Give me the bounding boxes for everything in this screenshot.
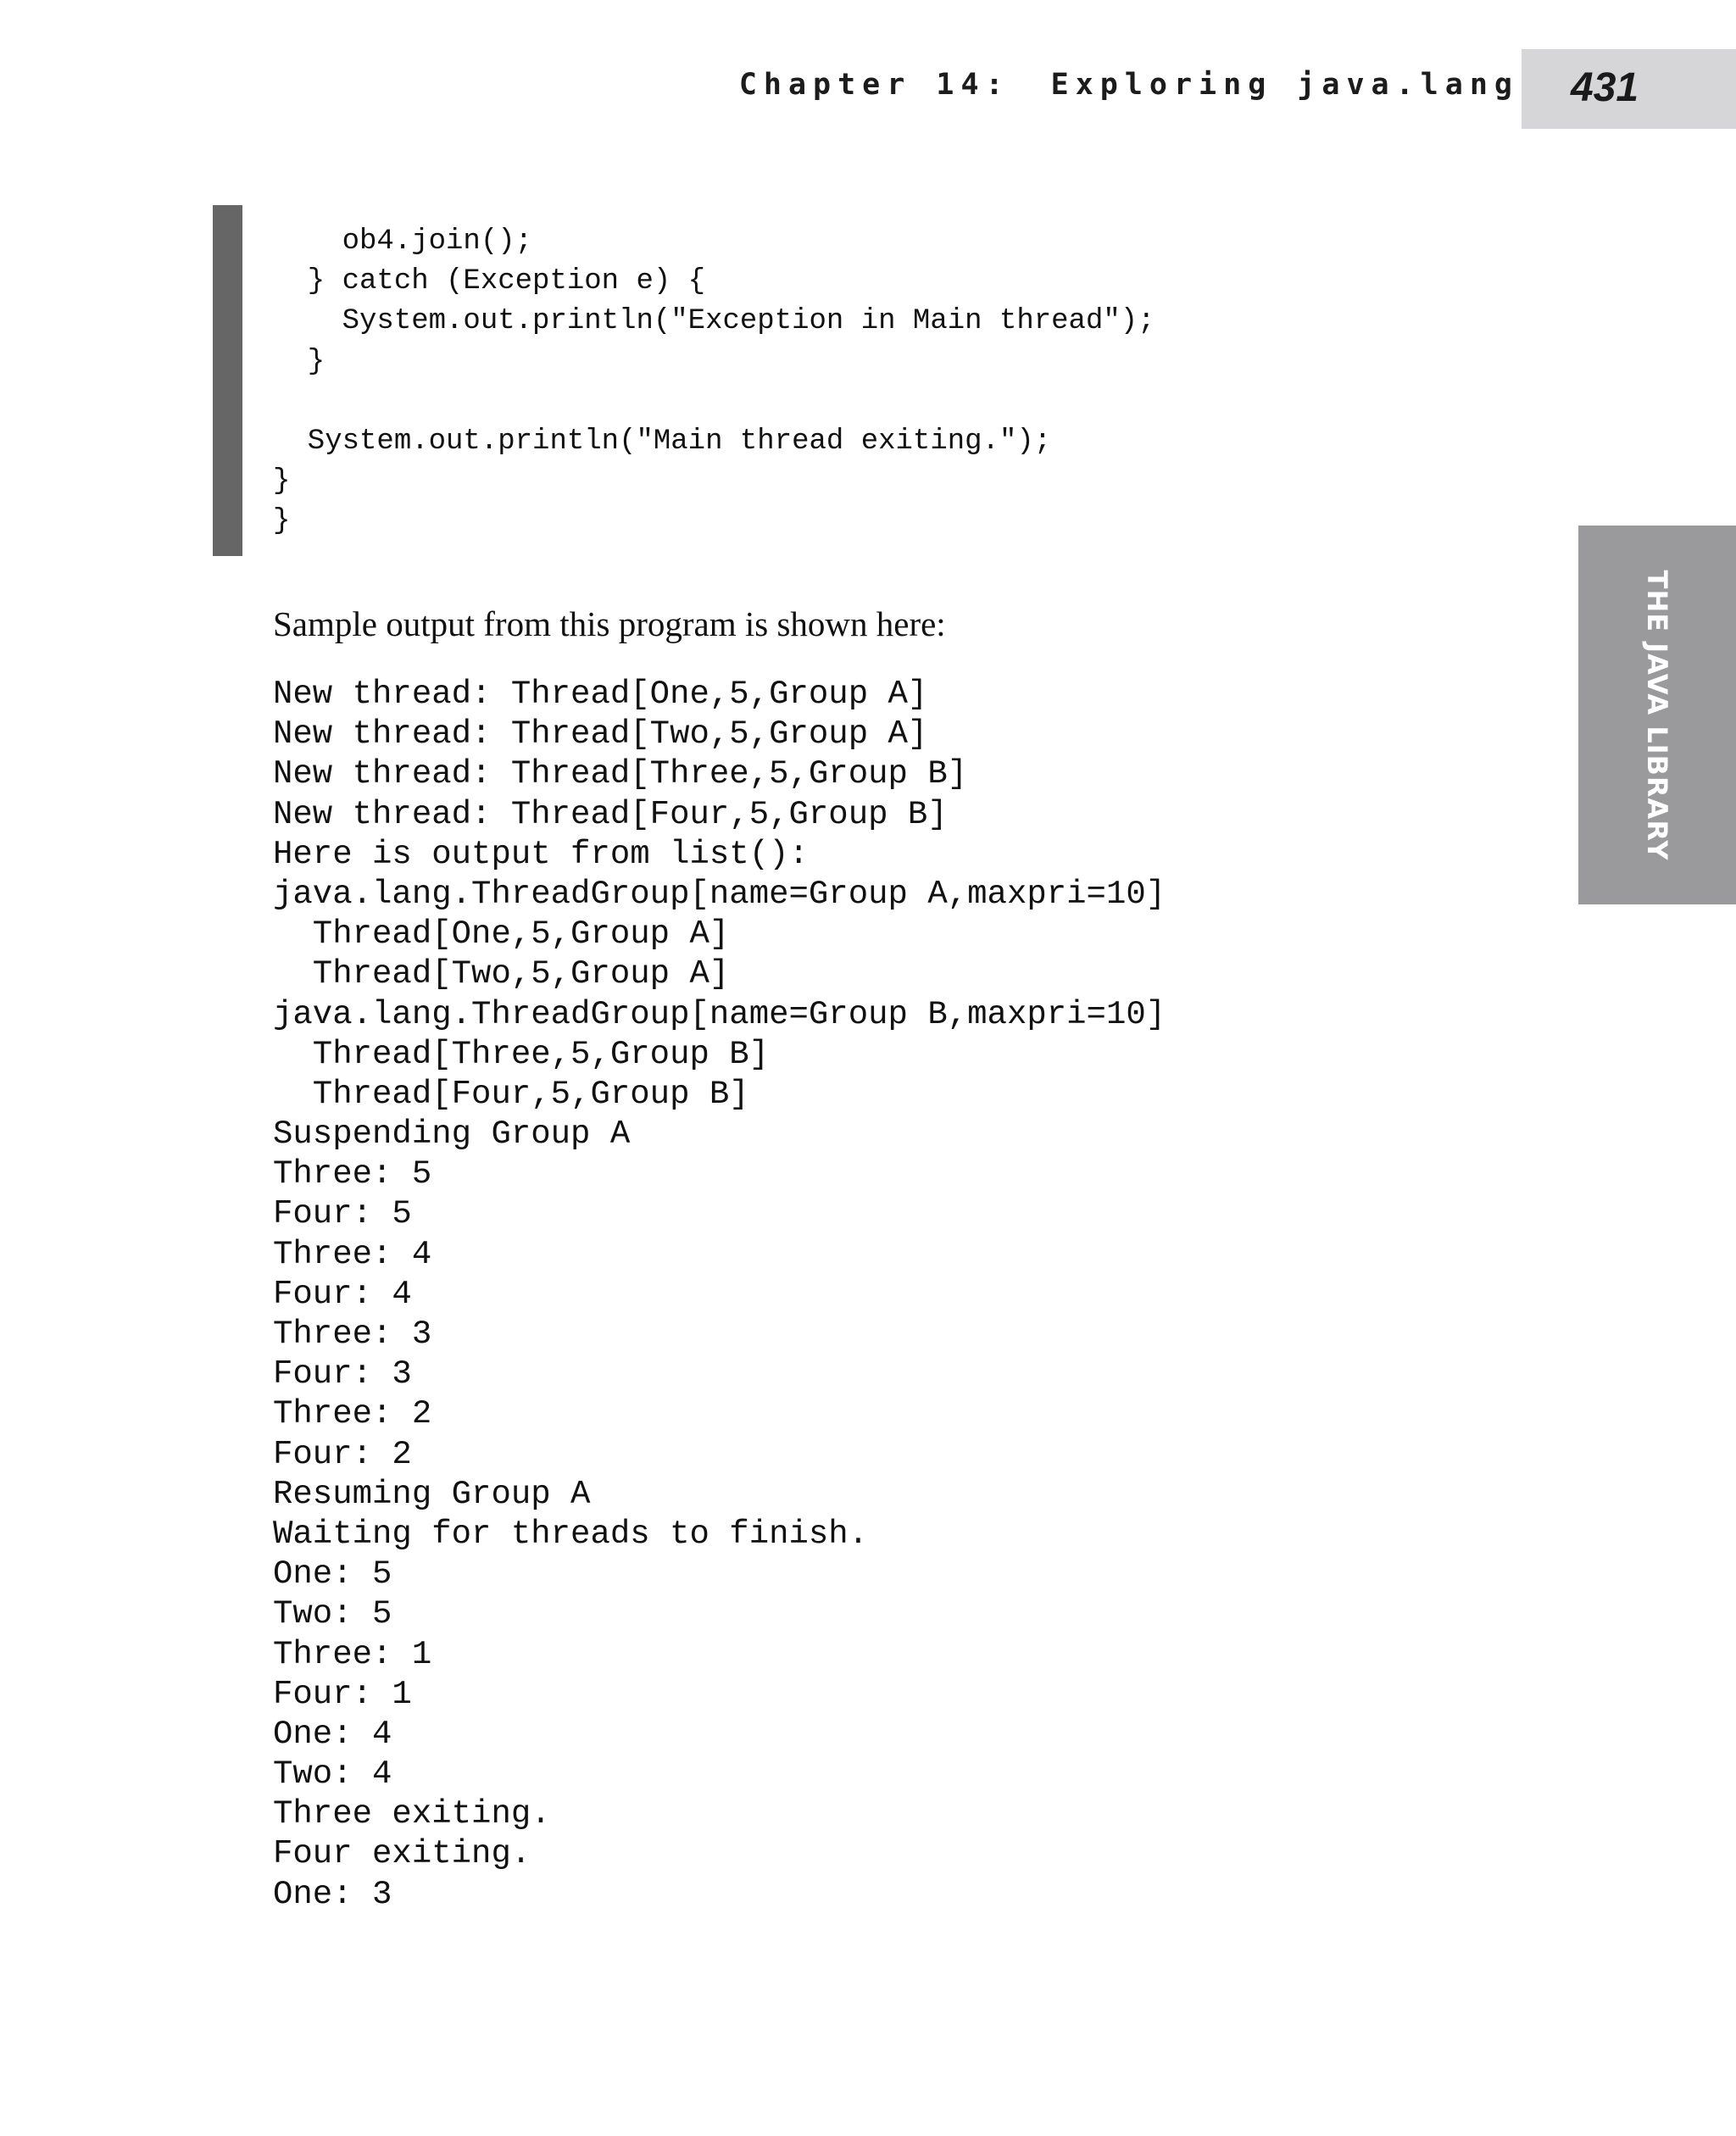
output-line: Three: 2 xyxy=(273,1395,432,1433)
output-line: New thread: Thread[Three,5,Group B] xyxy=(273,755,968,793)
output-line: java.lang.ThreadGroup[name=Group B,maxpri=10] xyxy=(273,995,1166,1033)
output-line: Three: 1 xyxy=(273,1635,432,1673)
code-listing xyxy=(273,222,1155,542)
code-line xyxy=(273,382,1155,422)
output-line: Four: 5 xyxy=(273,1195,412,1233)
code-line: } catch (Exception e) { xyxy=(273,265,706,298)
output-line: New thread: Thread[Four,5,Group B] xyxy=(273,795,948,833)
code-line: } xyxy=(273,505,291,538)
code-listing-bar xyxy=(213,205,242,556)
output-line: Three: 5 xyxy=(273,1155,432,1193)
output-line: Thread[One,5,Group A] xyxy=(273,915,730,954)
output-line: Waiting for threads to finish. xyxy=(273,1515,869,1553)
output-line: Four: 3 xyxy=(273,1355,412,1393)
body-paragraph: Sample output from this program is shown here: xyxy=(273,604,946,643)
sample-output xyxy=(273,675,1166,1915)
code-line: } xyxy=(273,465,291,498)
output-line: Thread[Two,5,Group A] xyxy=(273,955,730,993)
output-line: New thread: Thread[One,5,Group A] xyxy=(273,676,928,713)
output-line: Thread[Three,5,Group B] xyxy=(273,1035,770,1073)
page-number: 431 xyxy=(1571,65,1639,110)
running-header xyxy=(0,68,1519,102)
output-line: One: 5 xyxy=(273,1555,392,1594)
output-line: Three: 4 xyxy=(273,1235,432,1273)
side-tab xyxy=(1578,526,1736,904)
output-line: Resuming Group A xyxy=(273,1475,591,1513)
page-number-box xyxy=(1522,49,1736,129)
output-line: Four: 2 xyxy=(273,1435,412,1473)
output-line: Three exiting. xyxy=(273,1795,551,1833)
output-line: java.lang.ThreadGroup[name=Group A,maxpri=10] xyxy=(273,875,1166,913)
side-tab-label: THE JAVA LIBRARY xyxy=(1641,570,1673,860)
output-line: One: 3 xyxy=(273,1875,392,1913)
chapter-title: Exploring java.lang xyxy=(1050,68,1519,102)
output-line: Two: 4 xyxy=(273,1755,392,1794)
output-line: New thread: Thread[Two,5,Group A] xyxy=(273,715,928,754)
output-line: Four exiting. xyxy=(273,1835,531,1873)
code-line: ob4.join(); xyxy=(273,225,533,258)
output-line: Four: 4 xyxy=(273,1275,412,1313)
output-line: One: 4 xyxy=(273,1715,392,1753)
code-line: System.out.println("Exception in Main thread"); xyxy=(273,305,1155,338)
output-line: Suspending Group A xyxy=(273,1115,631,1154)
output-line: Here is output from list(): xyxy=(273,835,809,873)
code-line: } xyxy=(273,345,326,378)
output-line: Four: 1 xyxy=(273,1675,412,1713)
chapter-label: Chapter 14: xyxy=(738,68,1010,102)
output-line: Two: 5 xyxy=(273,1595,392,1633)
output-line: Three: 3 xyxy=(273,1316,432,1353)
output-line: Thread[Four,5,Group B] xyxy=(273,1075,749,1113)
code-line: System.out.println("Main thread exiting."); xyxy=(273,425,1052,458)
